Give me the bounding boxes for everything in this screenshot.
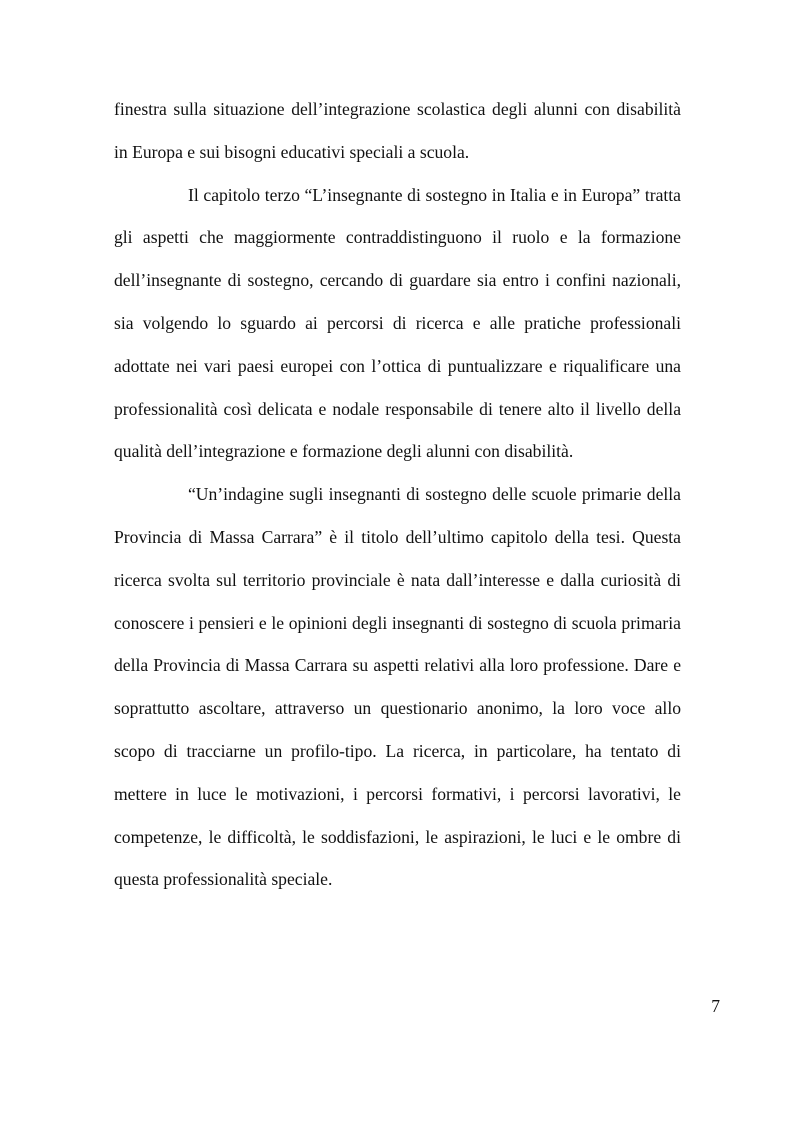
paragraph-continuation: finestra sulla situazione dell’integrazione scolastica degli alunni con disabilità in Europa e sui bisogni educativi speciali a scuola. [114, 99, 681, 162]
body-text [114, 88, 681, 901]
page-number: 7 [711, 996, 720, 1016]
paragraph-chapter-three: Il capitolo terzo “L’insegnante di sostegno in Italia e in Europa” tratta gli aspetti che maggiormente contraddistinguono il ruolo e la formazione dell’insegnante di sostegno, cercando di guardare sia entro i confini nazionali, sia volgendo lo sguardo ai percorsi di ricerca e alle pratiche professionali adottate nei vari paesi europei con l’ottica di puntualizzare e riqualificare una professionalità così delicata e nodale responsabile di tenere alto il livello della qualità dell’integrazione e formazione degli alunni con disabilità. [114, 184, 681, 462]
paragraph-last-chapter: “Un’indagine sugli insegnanti di sostegno delle scuole primarie della Provincia di Massa Carrara” è il titolo dell’ultimo capitolo della tesi. Questa ricerca svolta sul territorio provinciale è nata dall’interesse e dalla curiosità di conoscere i pensieri e le opinioni degli insegnanti di sostegno di scuola primaria della Provincia di Massa Carrara su aspetti relativi alla loro professione. Dare e soprattutto ascoltare, attraverso un questionario anonimo, la loro voce allo scopo di tracciarne un profilo-tipo. La ricerca, in particolare, ha tentato di mettere in luce le motivazioni, i percorsi formativi, i percorsi lavorativi, le competenze, le difficoltà, le soddisfazioni, le aspirazioni, le luci e le ombre di questa professionalità speciale. [114, 484, 681, 890]
